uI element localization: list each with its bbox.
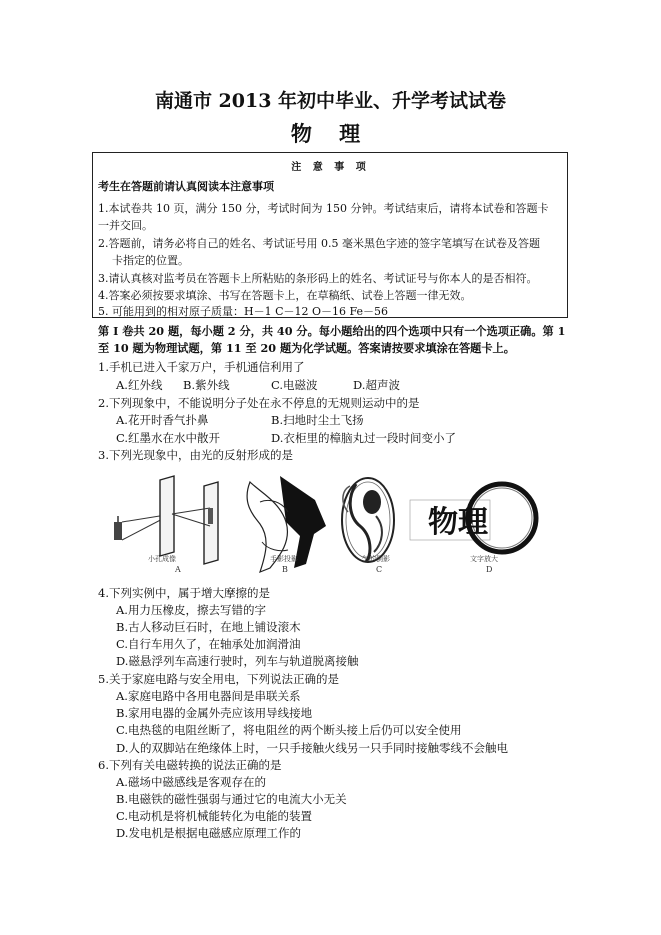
- figure-caption: 小孔成像: [148, 555, 176, 563]
- option: C.电磁波: [271, 378, 318, 392]
- exam-title: 南通市 2013 年初中毕业、升学考试试卷: [154, 90, 507, 112]
- notice-item: 4.答案必须按要求填涂、书写在答题卡上，在草稿纸、试卷上答题一律无效。: [98, 289, 472, 302]
- magnifier-figure: [410, 484, 536, 552]
- figure-caption: 勺的倒影: [362, 555, 390, 563]
- figure-letter: D: [486, 565, 493, 574]
- exam-subject: 物 理: [290, 121, 371, 146]
- notice-item: 一并交回。: [98, 219, 153, 232]
- question-stem: 4.下列实例中，属于增大摩擦的是: [98, 586, 270, 600]
- figure-caption: 文字放大: [470, 555, 498, 563]
- figure-caption: 手影投影: [270, 555, 298, 563]
- option: B.古人移动巨石时，在地上铺设滚木: [116, 620, 301, 634]
- option: A.用力压橡皮，擦去写错的字: [116, 603, 266, 617]
- option: C.红墨水在水中散开: [116, 431, 221, 445]
- option: C.自行车用久了，在轴承处加润滑油: [116, 637, 301, 651]
- notice-item: 3.请认真核对监考员在答题卡上所粘贴的条形码上的姓名、考试证号与你本人的是否相符。: [98, 272, 538, 285]
- notice-title: 注 意 事 项: [291, 162, 370, 173]
- notice-item: 5. 可能用到的相对原子质量：H－1 C－12 O－16 Fe－56: [98, 305, 389, 318]
- option: C.电热毯的电阻丝断了，将电阻丝的两个断头接上后仍可以安全使用: [116, 723, 462, 737]
- option: A.花开时香气扑鼻: [116, 413, 209, 427]
- option: D.超声波: [353, 378, 400, 392]
- question-stem: 2.下列现象中，不能说明分子处在永不停息的无规则运动中的是: [98, 396, 420, 410]
- option: D.衣柜里的樟脑丸过一段时间变小了: [271, 431, 456, 445]
- question-stem: 6.下列有关电磁转换的说法正确的是: [98, 758, 282, 772]
- question-stem: 3.下列光现象中，由光的反射形成的是: [98, 448, 293, 462]
- option: B.扫地时尘土飞扬: [271, 413, 364, 427]
- figure-letter: C: [376, 565, 383, 574]
- section-instruction: 第 I 卷共 20 题，每小题 2 分，共 40 分。每小题给出的四个选项中只有一个选项正确。第 1: [98, 324, 566, 338]
- notice-item: 1.本试卷共 10 页，满分 150 分，考试时间为 150 分钟。考试结束后，请将本试卷和答题卡: [98, 202, 549, 215]
- notice-item: 2.答题前，请务必将自己的姓名、考试证号用 0.5 毫米黑色字迹的签字笔填写在试卷及答题: [98, 237, 540, 250]
- figure-letter: A: [175, 565, 181, 574]
- option: B.紫外线: [183, 378, 230, 392]
- question-stem: 1.手机已进入千家万户，手机通信利用了: [98, 360, 305, 374]
- option: D.发电机是根据电磁感应原理工作的: [116, 826, 301, 840]
- option: A.磁场中磁感线是客观存在的: [116, 775, 266, 789]
- notice-item: 卡指定的位置。: [112, 254, 189, 267]
- option: A.红外线: [116, 378, 163, 392]
- option: B.家用电器的金属外壳应该用导线接地: [116, 706, 313, 720]
- option: C.电动机是将机械能转化为电能的装置: [116, 809, 313, 823]
- magnified-text: 物理: [428, 505, 488, 540]
- figure-strip: [110, 472, 550, 582]
- question-stem: 5.关于家庭电路与安全用电，下列说法正确的是: [98, 672, 339, 686]
- option: B.电磁铁的磁性强弱与通过它的电流大小无关: [116, 792, 347, 806]
- option: D.人的双脚站在绝缘体上时，一只手接触火线另一只手同时接触零线不会触电: [116, 741, 508, 755]
- notice-intro: 考生在答题前请认真阅读本注意事项: [98, 180, 274, 193]
- pinhole-figure: [114, 476, 218, 564]
- option: D.磁悬浮列车高速行驶时，列车与轨道脱离接触: [116, 654, 359, 668]
- spoon-reflection-figure: [342, 478, 394, 562]
- section-instruction: 至 10 题为物理试题，第 11 至 20 题为化学试题。答案请按要求填涂在答题卡上。: [98, 341, 515, 355]
- figure-letter: B: [282, 565, 288, 574]
- option: A.家庭电路中各用电器间是串联关系: [116, 689, 301, 703]
